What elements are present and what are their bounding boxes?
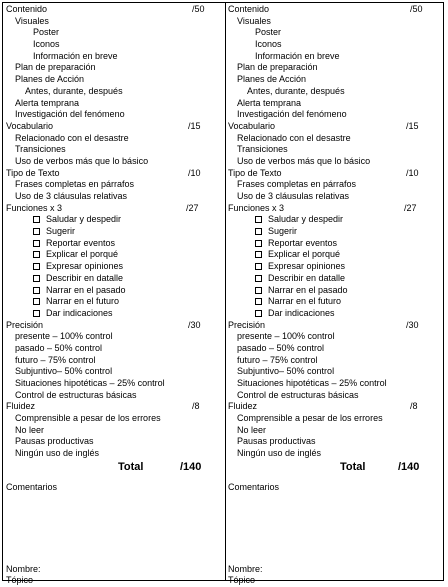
funciones-row xyxy=(6,203,225,215)
planes-item: Planes de Acción xyxy=(237,74,307,85)
contenido-row xyxy=(6,4,225,16)
precision-label: Precisión xyxy=(228,319,266,330)
checkbox-item xyxy=(6,308,225,320)
list-item: Uso de verbos más que lo básico xyxy=(237,155,371,166)
antes-item: Antes, durante, después xyxy=(25,85,123,96)
list-item: Comprensible a pesar de los errores xyxy=(15,413,161,424)
list-item: futuro – 75% control xyxy=(237,354,318,365)
list-item: Pausas productivas xyxy=(237,436,316,447)
checkbox[interactable] xyxy=(33,263,40,270)
total-row xyxy=(228,460,447,474)
checkbox-item xyxy=(228,285,447,297)
checkbox[interactable] xyxy=(255,263,262,270)
fluidez-score: /8 xyxy=(192,401,200,412)
checkbox-item xyxy=(228,296,447,308)
list-item: Pausas productivas xyxy=(15,436,94,447)
checkbox[interactable] xyxy=(255,310,262,317)
total-label: Total xyxy=(118,460,144,473)
checkbox-label: Expresar opiniones xyxy=(268,261,346,272)
funciones-score: /27 xyxy=(186,202,199,213)
nombre-label: Nombre: xyxy=(228,563,263,574)
vocabulario-row xyxy=(228,121,447,133)
checkbox-item xyxy=(228,261,447,273)
list-item: Ningún uso de inglés xyxy=(15,448,100,459)
alerta-item: Alerta temprana xyxy=(237,97,302,108)
checkbox[interactable] xyxy=(33,240,40,247)
rubric-column-left xyxy=(6,4,225,586)
checkbox-item xyxy=(6,273,225,285)
checkbox-item xyxy=(6,285,225,297)
visuales-item: Visuales xyxy=(237,15,271,26)
tipo-score: /10 xyxy=(188,167,201,178)
checkbox-label: Saludar y despedir xyxy=(46,214,122,225)
poster-item: Poster xyxy=(255,27,282,38)
info-item: Información en breve xyxy=(33,50,118,61)
vocabulario-label: Vocabulario xyxy=(228,120,276,131)
list-item: Control de estructuras básicas xyxy=(237,389,359,400)
checkbox-label: Saludar y despedir xyxy=(268,214,344,225)
total-row xyxy=(6,460,225,474)
checkbox-label: Narrar en el pasado xyxy=(46,284,126,295)
column-divider xyxy=(225,3,226,580)
list-item: Transiciones xyxy=(15,144,66,155)
checkbox[interactable] xyxy=(33,287,40,294)
iconos-item: Iconos xyxy=(33,39,60,50)
topico-label: Tópico xyxy=(228,575,256,586)
list-item: Frases completas en párrafos xyxy=(237,179,357,190)
fluidez-score: /8 xyxy=(410,401,418,412)
checkbox-item xyxy=(228,214,447,226)
funciones-label: Funciones x 3 xyxy=(228,202,285,213)
rubric-sheet xyxy=(2,2,444,586)
precision-score: /30 xyxy=(188,319,201,330)
fluidez-label: Fluidez xyxy=(6,401,36,412)
checkbox[interactable] xyxy=(255,287,262,294)
tipo-score: /10 xyxy=(406,167,419,178)
checkbox-item xyxy=(6,296,225,308)
list-item: Ningún uso de inglés xyxy=(237,448,322,459)
comentarios-label: Comentarios xyxy=(6,481,58,492)
fluidez-row xyxy=(6,401,225,413)
checkbox-label: Expresar opiniones xyxy=(46,261,124,272)
list-item: Situaciones hipotéticas – 25% control xyxy=(237,378,387,388)
list-item: Comprensible a pesar de los errores xyxy=(237,413,383,424)
total-value: /140 xyxy=(398,460,420,473)
alerta-item: Alerta temprana xyxy=(15,97,80,108)
funciones-score: /27 xyxy=(404,202,417,213)
checkbox[interactable] xyxy=(33,228,40,235)
checkbox[interactable] xyxy=(33,275,40,282)
checkbox-label: Dar indicaciones xyxy=(46,307,113,318)
list-item: Control de estructuras básicas xyxy=(15,389,137,400)
list-item: pasado – 50% control xyxy=(237,342,325,353)
checkbox[interactable] xyxy=(255,275,262,282)
tipo-row xyxy=(228,168,447,180)
tipo-label: Tipo de Texto xyxy=(228,167,282,178)
checkbox-item xyxy=(6,226,225,238)
vocabulario-label: Vocabulario xyxy=(6,120,54,131)
precision-score: /30 xyxy=(406,319,419,330)
list-item: Frases completas en párrafos xyxy=(15,179,135,190)
checkbox-label: Narrar en el futuro xyxy=(46,296,120,307)
list-item: Uso de verbos más que lo básico xyxy=(15,155,149,166)
investigacion-item: Investigación del fenómeno xyxy=(15,109,125,120)
checkbox[interactable] xyxy=(255,251,262,258)
checkbox[interactable] xyxy=(255,240,262,247)
vocabulario-row xyxy=(6,121,225,133)
list-item: Relacionado con el desastre xyxy=(237,132,351,143)
funciones-label: Funciones x 3 xyxy=(6,202,63,213)
vocabulario-score: /15 xyxy=(188,120,201,131)
list-item: Situaciones hipotéticas – 25% control xyxy=(15,378,165,388)
checkbox[interactable] xyxy=(255,228,262,235)
plan-item: Plan de preparación xyxy=(237,62,318,73)
checkbox[interactable] xyxy=(33,216,40,223)
checkbox-item xyxy=(228,249,447,261)
checkbox-item xyxy=(228,238,447,250)
checkbox-item xyxy=(6,238,225,250)
checkbox-label: Explicar el porqué xyxy=(46,249,119,260)
contenido-label: Contenido xyxy=(228,4,270,14)
precision-row xyxy=(228,320,447,332)
checkbox-label: Reportar eventos xyxy=(46,237,116,248)
contenido-row xyxy=(228,4,447,16)
checkbox-item xyxy=(228,226,447,238)
precision-label: Precisión xyxy=(6,319,44,330)
checkbox-item xyxy=(228,308,447,320)
list-item: presente – 100% control xyxy=(15,331,113,342)
nombre-label: Nombre: xyxy=(6,563,41,574)
list-item: Uso de 3 cláusulas relativas xyxy=(237,191,350,201)
iconos-item: Iconos xyxy=(255,39,282,50)
list-item: futuro – 75% control xyxy=(15,354,96,365)
list-item: No leer xyxy=(15,424,45,435)
info-item: Información en breve xyxy=(255,50,340,61)
list-item: No leer xyxy=(237,424,267,435)
planes-item: Planes de Acción xyxy=(15,74,85,85)
list-item: Transiciones xyxy=(237,144,288,155)
contenido-score: /50 xyxy=(192,4,205,14)
checkbox[interactable] xyxy=(255,216,262,223)
checkbox[interactable] xyxy=(255,298,262,305)
list-item: Relacionado con el desastre xyxy=(15,132,129,143)
precision-row xyxy=(6,320,225,332)
investigacion-item: Investigación del fenómeno xyxy=(237,109,347,120)
checkbox-item xyxy=(6,261,225,273)
list-item: Subjuntivo– 50% control xyxy=(15,366,113,377)
checkbox-label: Narrar en el pasado xyxy=(268,284,348,295)
contenido-score: /50 xyxy=(410,4,423,14)
checkbox-item xyxy=(228,273,447,285)
checkbox[interactable] xyxy=(33,298,40,305)
checkbox-label: Reportar eventos xyxy=(268,237,338,248)
tipo-label: Tipo de Texto xyxy=(6,167,60,178)
tipo-row xyxy=(6,168,225,180)
checkbox-item xyxy=(6,249,225,261)
fluidez-row xyxy=(228,401,447,413)
antes-item: Antes, durante, después xyxy=(247,85,345,96)
fluidez-label: Fluidez xyxy=(228,401,258,412)
list-item: pasado – 50% control xyxy=(15,342,103,353)
comments-area[interactable] xyxy=(228,494,447,564)
list-item: Subjuntivo– 50% control xyxy=(237,366,335,377)
checkbox[interactable] xyxy=(33,310,40,317)
poster-item: Poster xyxy=(33,27,60,38)
checkbox-label: Narrar en el futuro xyxy=(268,296,342,307)
visuales-item: Visuales xyxy=(15,15,49,26)
checkbox[interactable] xyxy=(33,251,40,258)
plan-item: Plan de preparación xyxy=(15,62,96,73)
list-item: Uso de 3 cláusulas relativas xyxy=(15,191,128,201)
checkbox-label: Explicar el porqué xyxy=(268,249,341,260)
total-label: Total xyxy=(340,460,366,473)
checkbox-label: Describir en datalle xyxy=(46,272,124,283)
funciones-row xyxy=(228,203,447,215)
contenido-label: Contenido xyxy=(6,4,48,14)
checkbox-item xyxy=(6,214,225,226)
checkbox-label: Dar indicaciones xyxy=(268,307,335,318)
comentarios-label: Comentarios xyxy=(228,481,280,492)
total-value: /140 xyxy=(180,460,202,473)
checkbox-label: Sugerir xyxy=(46,226,76,237)
checkbox-label: Describir en datalle xyxy=(268,272,346,283)
vocabulario-score: /15 xyxy=(406,120,419,131)
topico-label: Tópico xyxy=(6,575,34,586)
list-item: presente – 100% control xyxy=(237,331,335,342)
rubric-column-right xyxy=(228,4,447,586)
comments-area[interactable] xyxy=(6,494,225,564)
checkbox-label: Sugerir xyxy=(268,226,298,237)
